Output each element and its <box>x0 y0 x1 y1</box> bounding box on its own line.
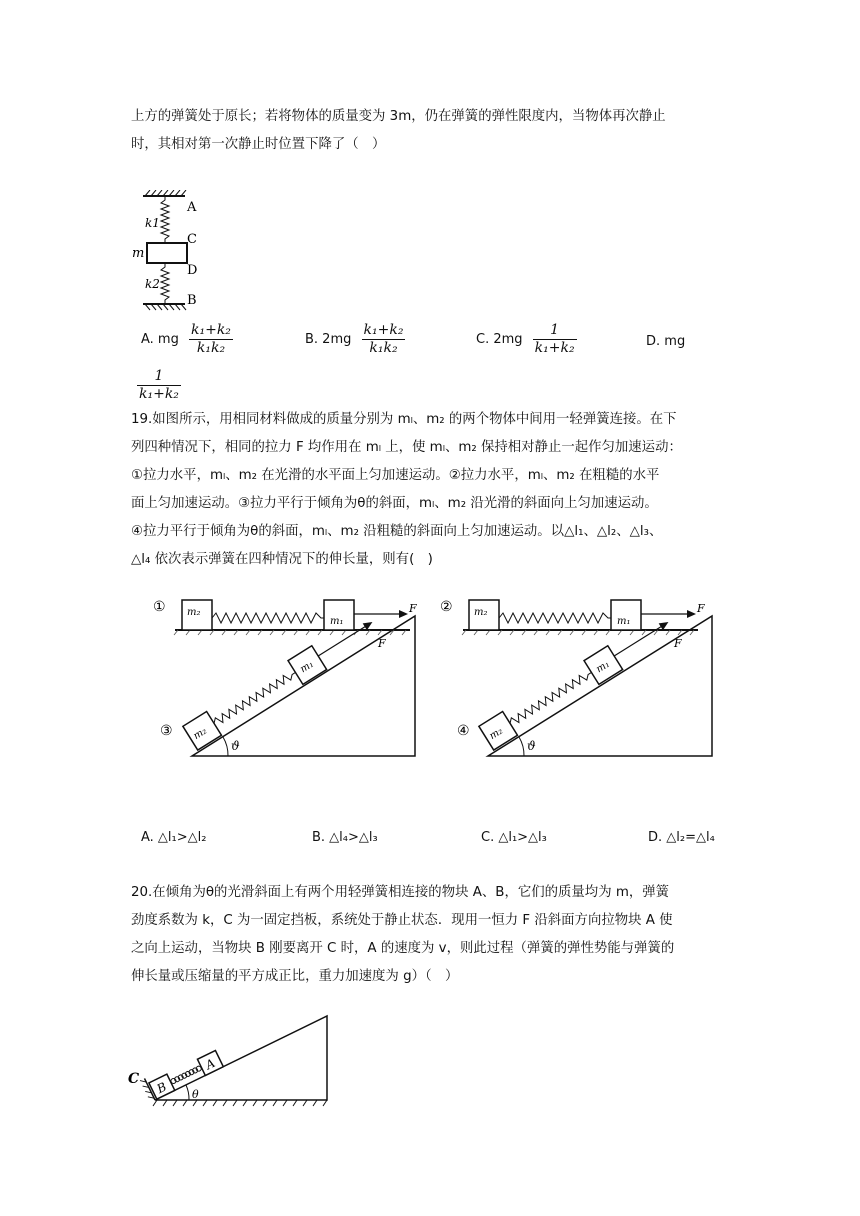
label-d: D <box>187 263 198 278</box>
fraction-numerator: 1 <box>533 322 577 340</box>
fraction-denominator: k₁+k₂ <box>534 340 575 356</box>
option-a-fraction <box>189 322 233 357</box>
option-d-fraction <box>137 368 181 403</box>
label-a: A <box>187 200 197 215</box>
fraction-numerator: 1 <box>137 368 181 386</box>
option-a[interactable] <box>141 322 233 357</box>
panel-4-m1: m₁ <box>594 658 612 676</box>
option-c[interactable] <box>476 322 577 357</box>
fraction-denominator: k₁k₂ <box>369 340 398 356</box>
option-b-label: B. 2mg <box>305 332 352 347</box>
fraction-numerator: k₁+k₂ <box>191 322 231 338</box>
fraction-denominator: k₁+k₂ <box>139 386 179 402</box>
option-d[interactable] <box>646 334 685 349</box>
panel-3-force: F <box>378 637 386 650</box>
block-b-label: B <box>154 1079 169 1097</box>
panel-3-label: ③ <box>160 723 173 739</box>
q19-line-5: ④拉力平行于倾角为θ的斜面，mₗ、m₂ 沿粗糙的斜面向上匀加速运动。以△l₁、△l₂、△l₃、 <box>131 524 663 539</box>
panel-2-label: ② <box>440 599 453 615</box>
label-m: m <box>132 246 145 261</box>
panel-2-m1: m₁ <box>617 616 631 627</box>
q19-option-d[interactable]: D. △l₂=△l₄ <box>648 830 715 845</box>
panel-1-m2: m₂ <box>187 607 201 618</box>
q19-option-a[interactable]: A. △l₁>△l₂ <box>141 830 207 845</box>
panel-2-m2: m₂ <box>474 607 488 618</box>
label-b: B <box>187 293 197 308</box>
label-k2: k2 <box>145 277 160 291</box>
q20-line-4: 伸长量或压缩量的平方成正比，重力加速度为 g）（ ） <box>131 969 459 984</box>
panel-4-theta: ϑ <box>527 739 536 753</box>
panel-1-m1: m₁ <box>330 616 344 627</box>
angle-theta-label: θ <box>192 1088 199 1101</box>
q19-line-2: 列四种情况下，相同的拉力 F 均作用在 mₗ 上，使 mₗ、m₂ 保持相对静止一起作匀加速运动： <box>131 440 682 455</box>
figure-18-springs <box>125 190 215 320</box>
q19-option-b[interactable]: B. △l₄>△l₃ <box>312 830 378 845</box>
q19-line-3: ①拉力水平，mₗ、m₂ 在光滑的水平面上匀加速运动。②拉力水平，mₗ、m₂ 在粗糙的水平 <box>131 468 660 483</box>
q20-line-2: 劲度系数为 k，C 为一固定挡板，系统处于静止状态．现用一恒力 F 沿斜面方向拉物块 A 使 <box>131 913 673 928</box>
option-c-fraction <box>533 322 577 357</box>
panel-1-force: F <box>409 602 417 615</box>
panel-2-force: F <box>697 602 705 615</box>
q19-line-1: 19.如图所示，用相同材料做成的质量分别为 mₗ、m₂ 的两个物体中间用一轻弹簧连接。在下 <box>131 412 677 427</box>
panel-1-label: ① <box>153 599 166 615</box>
panel-4-force: F <box>674 637 682 650</box>
q19-line-4: 面上匀加速运动。③拉力平行于倾角为θ的斜面，mₗ、m₂ 沿光滑的斜面向上匀加速运动。 <box>131 496 658 511</box>
q20-line-1: 20.在倾角为θ的光滑斜面上有两个用轻弹簧相连接的物块 A、B，它们的质量均为 m，弹簧 <box>131 885 670 900</box>
option-a-label: A. mg <box>141 332 179 347</box>
panel-4-m2: m₂ <box>487 725 505 743</box>
block-a-label: A <box>203 1055 218 1073</box>
label-k1: k1 <box>145 216 160 230</box>
option-b-fraction <box>362 322 406 357</box>
intro-line-1: 上方的弹簧处于原长；若将物体的质量变为 3m，仍在弹簧的弹性限度内，当物体再次静止 <box>131 109 666 124</box>
fraction-numerator: k₁+k₂ <box>363 322 404 338</box>
q19-line-6: △l₄ 依次表示弹簧在四种情况下的伸长量，则有( ) <box>131 552 433 567</box>
option-c-label: C. 2mg <box>476 332 523 347</box>
option-d-label: D. mg <box>646 334 686 349</box>
figure-19-four-cases <box>150 590 720 770</box>
fraction-denominator: k₁k₂ <box>196 340 226 356</box>
panel-3-theta: ϑ <box>231 739 240 753</box>
label-c: C <box>187 232 197 247</box>
q19-option-c[interactable]: C. △l₁>△l₃ <box>481 830 547 845</box>
stopper-c-label: C <box>128 1071 140 1087</box>
panel-4-label: ④ <box>457 723 470 739</box>
panel-3-m2: m₂ <box>191 725 209 743</box>
panel-3-m1: m₁ <box>298 658 316 676</box>
figure-20-incline <box>125 1010 345 1110</box>
intro-line-2: 时，其相对第一次静止时位置下降了（ ） <box>131 137 386 152</box>
option-b[interactable] <box>305 322 405 357</box>
q20-line-3: 之向上运动，当物块 B 刚要离开 C 时，A 的速度为 v，则此过程（弹簧的弹性势能与弹簧的 <box>131 941 675 956</box>
